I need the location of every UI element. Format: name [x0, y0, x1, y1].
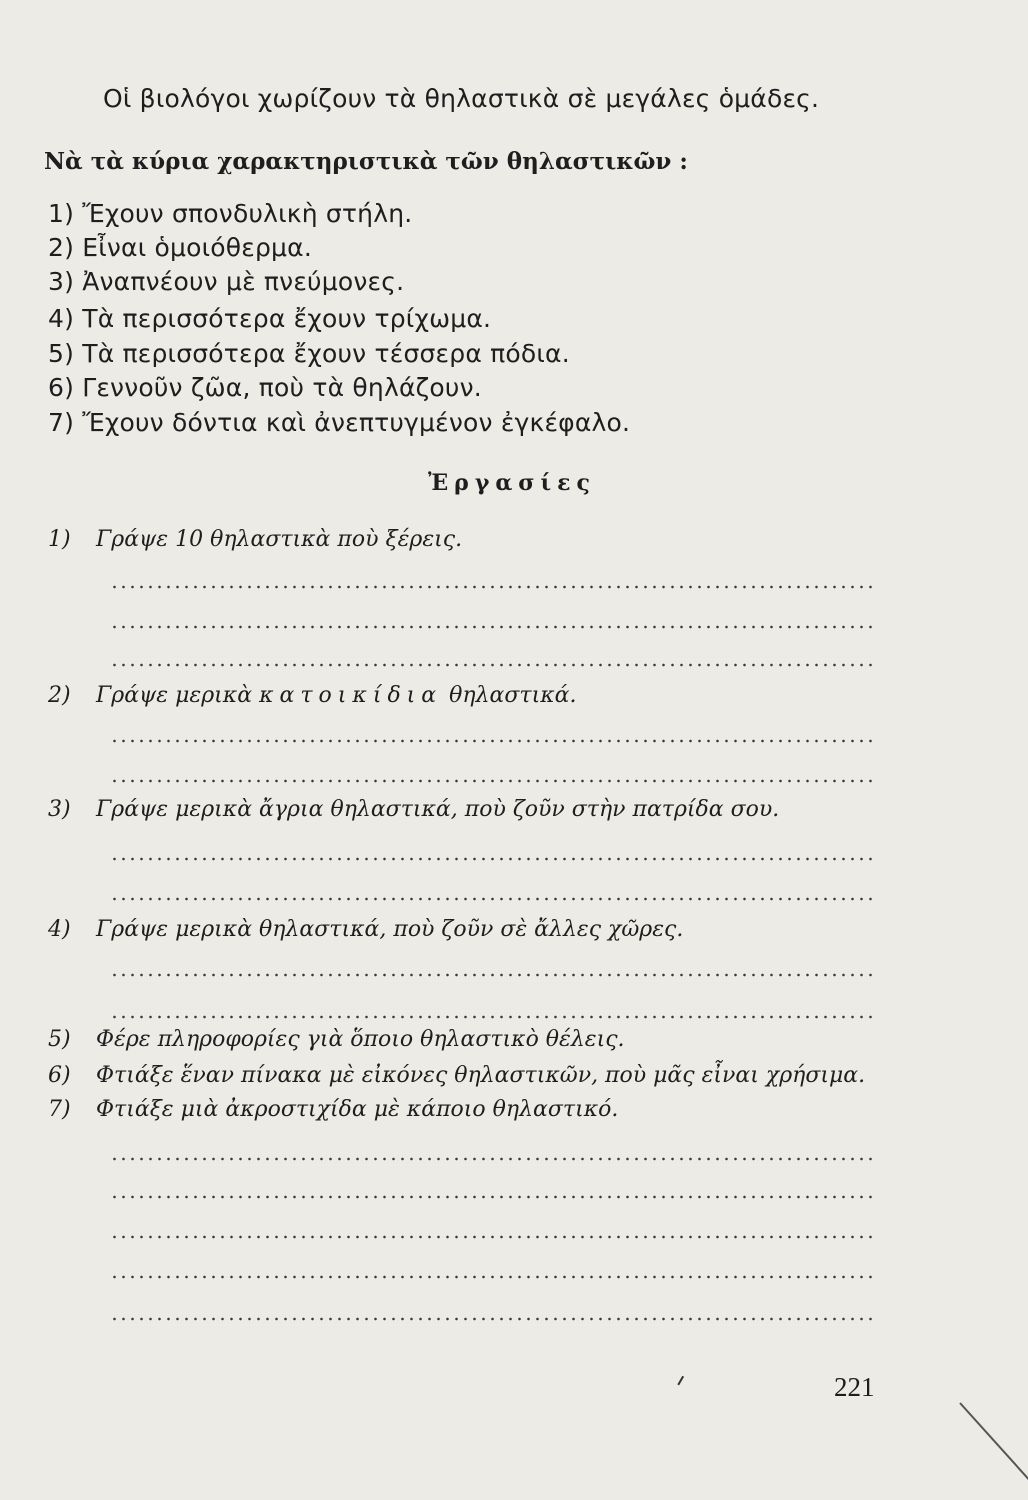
answer-line[interactable]	[110, 779, 878, 783]
exercise-item	[48, 1027, 625, 1052]
feature-item	[48, 199, 412, 228]
exercise-text: Γράψε μερικὰ ἄγρια θηλαστικά, ποὺ ζοῦν στὴν πατρίδα σου.	[96, 797, 780, 822]
answer-line[interactable]	[110, 663, 878, 667]
feature-item	[48, 267, 404, 296]
answer-line[interactable]	[110, 1235, 878, 1239]
feature-number: 1)	[48, 199, 75, 228]
exercise-text: Γράψε μερικὰ	[96, 683, 253, 708]
section-heading: Νὰ τὰ κύρια χαρακτηριστικὰ τῶν θηλαστικῶν :	[44, 148, 688, 175]
exercise-item	[48, 797, 779, 822]
feature-item	[48, 339, 570, 368]
exercise-text: θηλαστικά.	[449, 683, 577, 708]
answer-line[interactable]	[110, 625, 878, 629]
exercise-text: Γράψε 10 θηλαστικὰ ποὺ ξέρεις.	[96, 527, 463, 552]
exercises-title: Ἐργασίες	[428, 470, 596, 496]
feature-number: 2)	[48, 233, 75, 262]
feature-item	[48, 373, 482, 402]
page-edge-mark	[959, 1402, 1028, 1481]
answer-line[interactable]	[110, 973, 878, 977]
feature-number: 7)	[48, 408, 75, 437]
intro-text: Οἱ βιολόγοι χωρίζουν τὰ θηλαστικὰ σὲ μεγάλες ὁμάδες.	[103, 84, 820, 113]
feature-item	[48, 304, 491, 333]
answer-line[interactable]	[110, 585, 878, 589]
feature-number: 3)	[48, 267, 75, 296]
answer-line[interactable]	[110, 739, 878, 743]
exercise-item	[48, 527, 462, 552]
feature-text: Γεννοῦν ζῶα, ποὺ τὰ θηλάζουν.	[82, 373, 482, 402]
exercise-item	[48, 1097, 618, 1122]
exercise-text: Φτιάξε ἕναν πίνακα μὲ εἰκόνες θηλαστικῶν, ποὺ μᾶς εἶναι χρήσιμα.	[96, 1063, 866, 1088]
exercise-number: 4)	[48, 917, 71, 942]
feature-text: Ἀναπνέουν μὲ πνεύμονες.	[82, 267, 405, 296]
exercise-item	[48, 917, 683, 942]
feature-number: 5)	[48, 339, 75, 368]
exercise-text: Φτιάξε μιὰ ἀκροστιχίδα μὲ κάποιο θηλαστικό.	[96, 1097, 619, 1122]
answer-line[interactable]	[110, 857, 878, 861]
exercise-text: Γράψε μερικὰ θηλαστικά, ποὺ ζοῦν σὲ ἄλλες χῶρες.	[96, 917, 684, 942]
answer-line[interactable]	[110, 897, 878, 901]
feature-item	[48, 408, 630, 437]
exercise-number: 7)	[48, 1097, 71, 1122]
exercise-item	[48, 683, 577, 708]
feature-text: Ἔχουν σπονδυλικὴ στήλη.	[82, 199, 413, 228]
answer-line[interactable]	[110, 1317, 878, 1321]
feature-text: Τὰ περισσότερα ἔχουν τέσσερα πόδια.	[82, 339, 570, 368]
exercise-number: 6)	[48, 1063, 71, 1088]
exercise-number: 3)	[48, 797, 71, 822]
exercise-number: 2)	[48, 683, 71, 708]
answer-line[interactable]	[110, 1157, 878, 1161]
feature-item	[48, 233, 312, 262]
exercise-number: 1)	[48, 527, 71, 552]
feature-number: 6)	[48, 373, 75, 402]
exercise-text: Φέρε πληροφορίες γιὰ ὅποιο θηλαστικὸ θέλεις.	[96, 1027, 625, 1052]
answer-line[interactable]	[110, 1275, 878, 1279]
feature-text: Ἔχουν δόντια καὶ ἀνεπτυγμένον ἐγκέφαλο.	[82, 408, 631, 437]
exercise-item	[48, 1063, 865, 1088]
exercise-emphasis: κατοικίδια	[259, 683, 443, 708]
feature-text: Τὰ περισσότερα ἔχουν τρίχωμα.	[82, 304, 492, 333]
page-number: 221	[834, 1372, 875, 1402]
feature-number: 4)	[48, 304, 75, 333]
answer-line[interactable]	[110, 1195, 878, 1199]
answer-line[interactable]	[110, 1015, 878, 1019]
exercise-number: 5)	[48, 1027, 71, 1052]
stray-mark	[677, 1376, 683, 1385]
feature-text: Εἶναι ὁμοιόθερμα.	[82, 233, 312, 262]
